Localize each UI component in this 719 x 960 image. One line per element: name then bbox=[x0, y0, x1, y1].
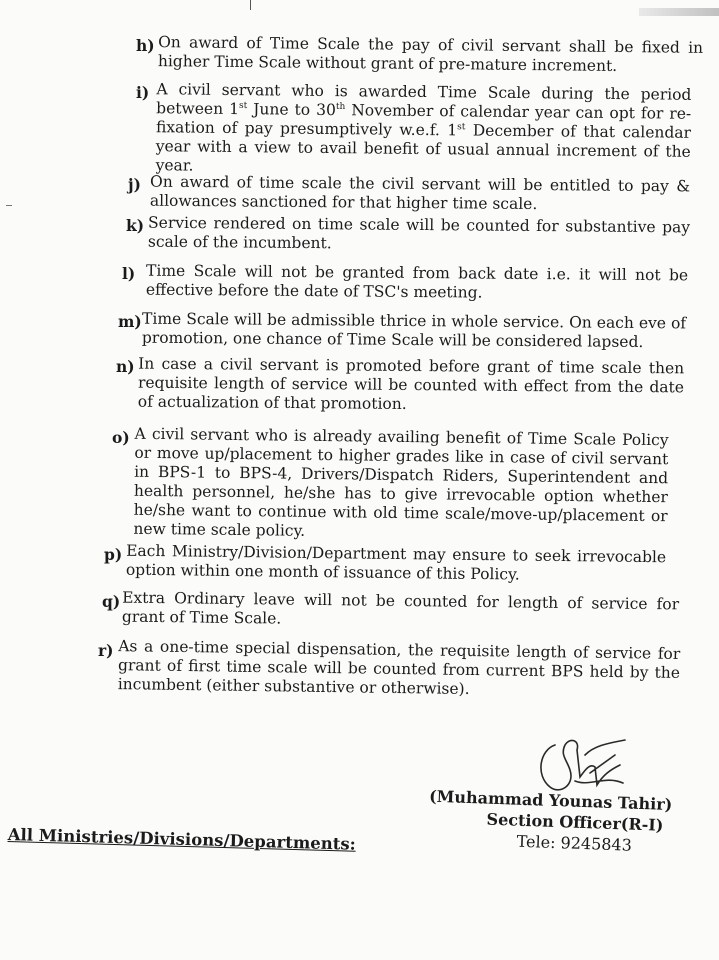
item-text: In case a civil servant is promoted before grant of time scale then requisite length of service will be counted with effect from the date of actualization of that promotion. bbox=[137, 354, 685, 413]
item-text: Time Scale will not be granted from back date i.e. it will not be effective before the date of TSC's meeting. bbox=[145, 261, 689, 302]
item-marker: p) bbox=[104, 545, 123, 564]
signer-name: (Muhammad Younas Tahir) bbox=[428, 786, 673, 815]
item-text: Time Scale will be admissible thrice in whole service. On each eve of promotion, one chance of Time Scale will be considered lapsed. bbox=[141, 309, 687, 352]
item-marker: r) bbox=[98, 641, 114, 660]
scan-smudge bbox=[639, 8, 719, 16]
item-text: A civil servant who is awarded Time Scale during the period between 1st June to 30th November of calendar year can opt for re-fixation of pay presumptively w.e.f. 1st December of that calendar year with a view to avail benefit of usual annual increment of the year. bbox=[155, 80, 692, 175]
item-text: On award of time scale the civil servant will be entitled to pay & allowances sanctioned for that higher time scale. bbox=[149, 172, 691, 214]
item-marker: n) bbox=[116, 357, 135, 376]
item-marker: k) bbox=[126, 216, 145, 235]
item-marker: l) bbox=[122, 264, 136, 283]
item-text: Each Ministry/Division/Department may ensure to seek irrevocable option within one month of issuance of this Policy. bbox=[125, 541, 667, 584]
item-marker: h) bbox=[136, 36, 155, 55]
item-marker: m) bbox=[118, 312, 142, 331]
item-marker: j) bbox=[128, 175, 141, 194]
item-marker: q) bbox=[102, 592, 121, 611]
signer-title: Section Officer(R-I) bbox=[486, 809, 664, 835]
item-text: Service rendered on time scale will be counted for substantive pay scale of the incumbent. bbox=[147, 213, 691, 253]
signer-telephone: Tele: 9245843 bbox=[516, 831, 633, 855]
scan-edge-mark bbox=[250, 0, 251, 10]
item-marker: i) bbox=[136, 83, 150, 102]
item-text: As a one-time special dispensation, the requisite length of service for grant of first time scale will be counted from current BPS held by the incumbent (either substantive or otherwise). bbox=[117, 637, 681, 698]
item-text: On award of Time Scale the pay of civil servant shall be fixed in higher Time Scale without grant of pre-mature increment. bbox=[157, 33, 704, 75]
item-marker: o) bbox=[112, 428, 130, 447]
item-text: Extra Ordinary leave will not be counted for length of service for grant of Time Scale. bbox=[121, 588, 680, 628]
addressee-line: All Ministries/Divisions/Departments: bbox=[7, 825, 357, 854]
item-text: A civil servant who is already availing benefit of Time Scale Policy or move up/placement to higher grades like in case of civil servant in BPS-1 to BPS-4, Drivers/Dispatch Riders, Superintendent and health personnel, he/she has to give irrevocable option whether he/she want to continue with old time scale/move-up/placement or new time scale policy. bbox=[133, 424, 669, 540]
signature-block bbox=[429, 786, 681, 858]
margin-tick bbox=[6, 205, 12, 206]
